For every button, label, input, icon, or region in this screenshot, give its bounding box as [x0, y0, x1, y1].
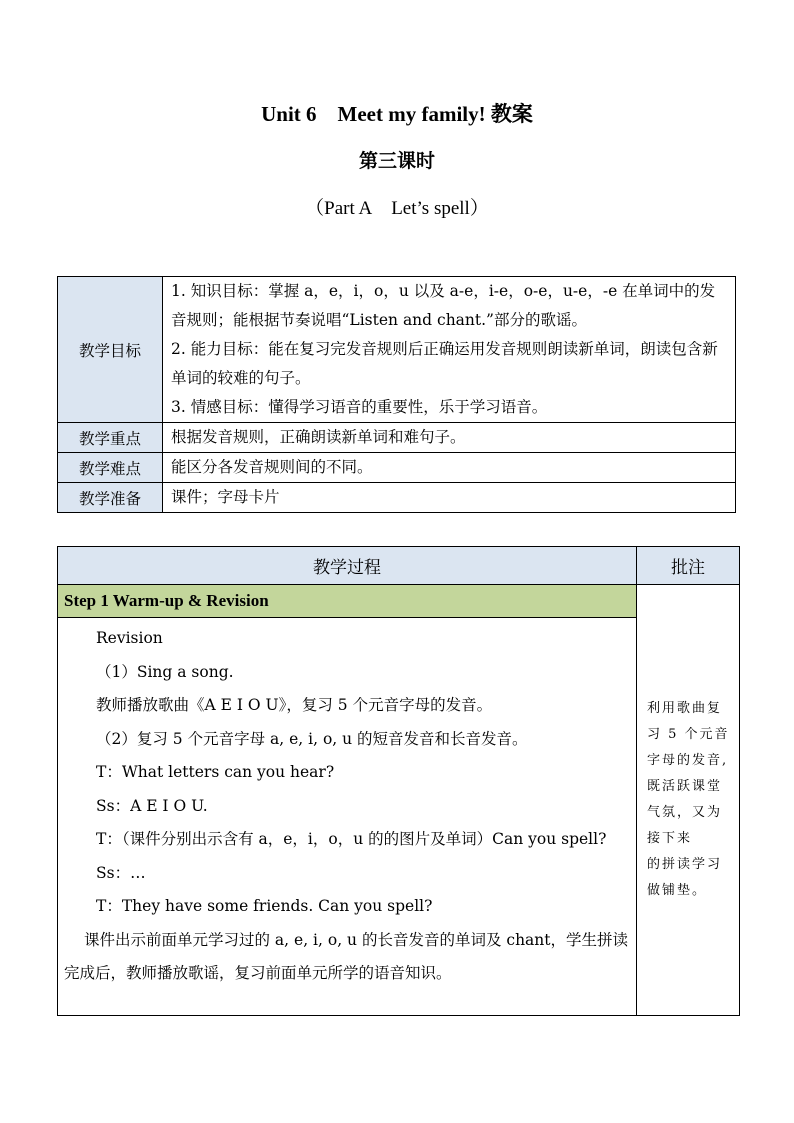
note-line: 字母的发音, — [647, 753, 729, 768]
goals-table — [57, 276, 736, 513]
document-title: Unit 6 Meet my family! 教案 — [261, 102, 533, 126]
process-header: 教学过程 — [58, 547, 637, 585]
content-line: T：（课件分别出示含有 a，e，i，o，u 的的图片及单词）Can you spell? — [96, 830, 607, 848]
goals-content — [163, 277, 736, 423]
note-line: 习 5 个元音 — [647, 727, 730, 742]
teacher-note — [637, 585, 740, 1016]
content-line: Ss：A E I O U. — [96, 796, 208, 815]
process-table — [57, 546, 740, 1016]
notes-header: 批注 — [637, 547, 740, 585]
table-row — [58, 483, 736, 513]
difficulty-label: 教学难点 — [58, 453, 163, 483]
content-line: （1）Sing a song. — [96, 662, 234, 681]
content-line: T：They have some friends. Can you spell? — [96, 897, 433, 915]
note-line: 既活跃课堂 — [647, 779, 723, 794]
lesson-part: （Part A Let’s spell） — [305, 198, 489, 219]
preparation-content: 课件；字母卡片 — [163, 483, 736, 513]
lesson-number: 第三课时 — [358, 150, 435, 172]
note-line: 气氛，又为 — [647, 805, 723, 820]
goal-line: 2. 能力目标：能在复习完发音规则后正确运用发音规则朗读新单词，朗读包含新单词的较难的句子。 — [171, 340, 718, 387]
note-line: 的拼读学习 — [647, 857, 723, 872]
table-row — [58, 585, 740, 618]
content-line: T：What letters can you hear? — [96, 763, 335, 781]
table-row — [58, 423, 736, 453]
table-header-row — [58, 547, 740, 585]
key-points-label: 教学重点 — [58, 423, 163, 453]
note-line: 做铺垫。 — [647, 883, 708, 898]
key-points-content: 根据发音规则，正确朗读新单词和难句子。 — [163, 423, 736, 453]
step-title: Step 1 Warm-up & Revision — [58, 585, 637, 618]
difficulty-content: 能区分各发音规则间的不同。 — [163, 453, 736, 483]
content-line: Ss：… — [96, 863, 146, 882]
note-line: 接下来 — [647, 831, 693, 846]
content-line: Revision — [96, 629, 163, 647]
preparation-label: 教学准备 — [58, 483, 163, 513]
note-line: 利用歌曲复 — [647, 701, 723, 716]
table-row — [58, 277, 736, 423]
goal-line: 1. 知识目标：掌握 a，e，i，o，u 以及 a-e，i-e，o-e，u-e，-e 在单词中的发音规则；能根据节奏说唱“Listen and chant.”部分的歌谣。 — [171, 282, 716, 329]
content-line: 教师播放歌曲《A E I O U》，复习 5 个元音字母的发音。 — [96, 696, 493, 714]
step-content — [58, 618, 637, 1016]
goals-label: 教学目标 — [58, 277, 163, 423]
goal-line: 3. 情感目标：懂得学习语音的重要性，乐于学习语音。 — [171, 398, 548, 416]
content-line: （2）复习 5 个元音字母 a, e, i, o, u 的短音发音和长音发音。 — [96, 729, 528, 748]
content-line: 课件出示前面单元学习过的 a, e, i, o, u 的长音发音的单词及 chant，学生拼读完成后，教师播放歌谣，复习前面单元所学的语音知识。 — [64, 930, 629, 982]
table-row — [58, 453, 736, 483]
